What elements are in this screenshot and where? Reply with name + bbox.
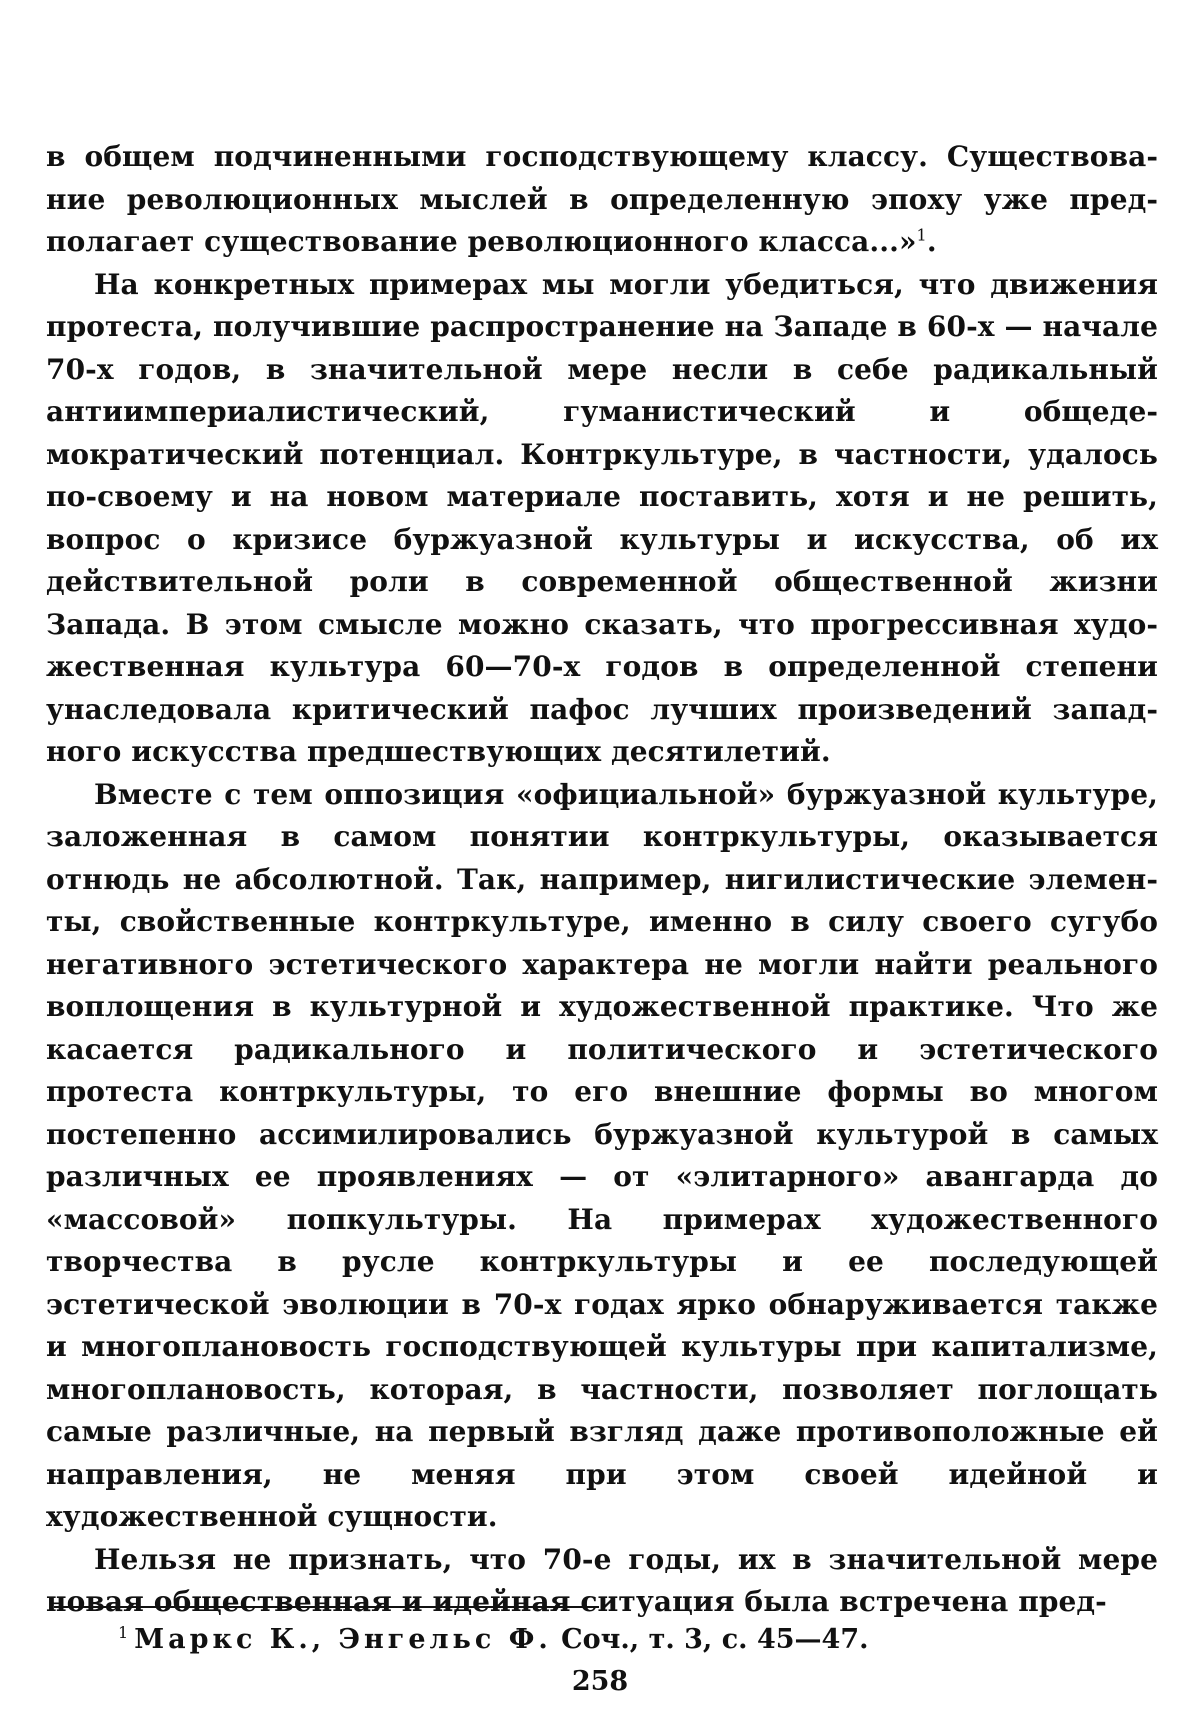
- paragraph-1-end: .: [926, 225, 937, 258]
- paragraph-2: На конкретных примерах мы могли убедиться, что движения протеста, получившие распространение на Западе в 60-х — начале 70-х годов, в значительной мере несли в себе радикальный антиимпериалистический, гуманистический и общедемократический потенциал. Контркультуре, в частности, удалось по-своему и на новом материале поставить, хотя и не решить, вопрос о кризисе буржуазной культуры и искусства, об их действительной роли в современной общественной жизни Запада. В этом смысле можно сказать, что прогрессивная художественная культура 60—70-х годов в определенной степени унаследовала критический пафос лучших произведений западного искусства предшествующих десятилетий.: [46, 267, 1158, 768]
- paragraph-3: Вместе с тем оппозиция «официальной» буржуазной культуре, заложенная в самом понятии контркультуры, оказывается отнюдь не абсолютной. Так, например, нигилистические элементы, свойственные контркультуре, именно в силу своего сугубо негативного эстетического характера не могли найти реального воплощения в культурной и художественной практике. Что же касается радикального и политического и эстетического протеста контркультуры, то его внешние формы во многом постепенно ассимилировались буржуазной культурой в самых различных ее проявлениях — от «элитарного» авангарда до «массовой» попкультуры. На примерах художественного творчества в русле контркультуры и ее последующей эстетической эволюции в 70-х годах ярко обнаруживается также и многоплановость господствующей культуры при капитализме, многоплановость, которая, в частности, позволяет поглощать самые различные, на первый взгляд даже противоположные ей направления, не меняя при этом своей идейной и художественной сущности.: [46, 777, 1158, 1533]
- paragraph-4: Нельзя не признать, что 70-е годы, их в значительной мере новая общественная и идейная ситуация была встречена пред-: [46, 1542, 1158, 1618]
- paragraph-1-text: в общем подчиненными господствующему классу. Существование революционных мыслей в определенную эпоху уже предполагает существование революционного класса...»: [46, 140, 1158, 258]
- footnote-reference: 1: [916, 225, 927, 245]
- footnote: [118, 1615, 869, 1658]
- main-text: [46, 136, 1158, 1624]
- footnote-divider: [54, 1606, 599, 1608]
- paragraph-1: [46, 136, 1158, 264]
- footnote-author: Маркс К., Энгельс Ф.: [134, 1624, 552, 1655]
- footnote-mark: 1: [118, 1623, 129, 1642]
- page-number: 258: [571, 1666, 629, 1697]
- footnote-source: Соч., т. 3, с. 45—47.: [561, 1624, 869, 1655]
